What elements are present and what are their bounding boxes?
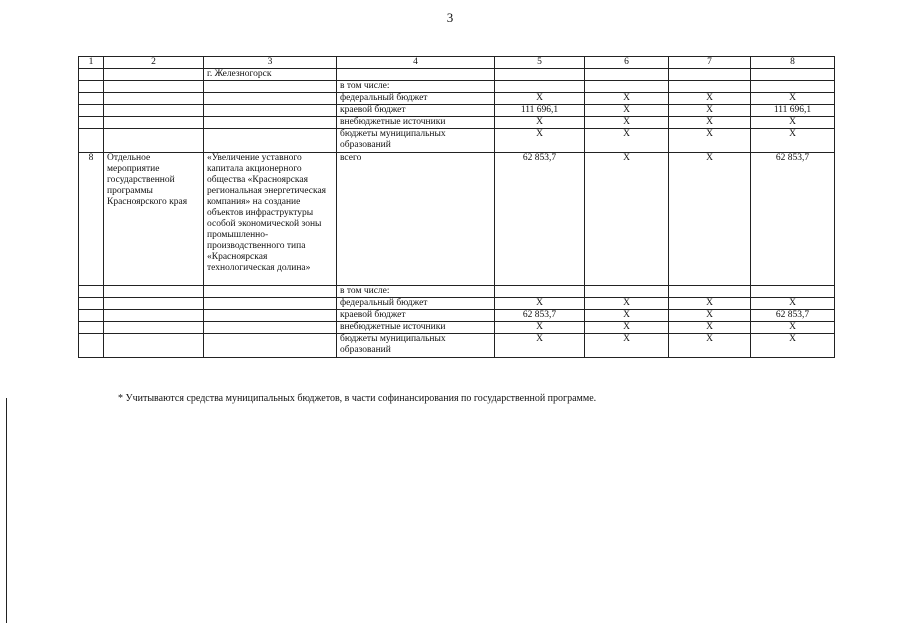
source-cell: бюджеты муниципальных образований bbox=[337, 334, 495, 358]
value-cell: X bbox=[495, 334, 585, 358]
source-cell: в том числе: bbox=[337, 286, 495, 298]
value-cell: 62 853,7 bbox=[495, 310, 585, 322]
value-cell: X bbox=[669, 93, 751, 105]
table-row bbox=[79, 129, 835, 153]
source-cell: федеральный бюджет bbox=[337, 93, 495, 105]
value-cell: X bbox=[585, 117, 669, 129]
left-margin-line bbox=[6, 398, 7, 623]
row-number-cell: 8 bbox=[79, 153, 104, 286]
value-cell: X bbox=[495, 298, 585, 310]
value-cell: X bbox=[585, 129, 669, 153]
value-cell bbox=[751, 81, 835, 93]
value-cell: X bbox=[585, 334, 669, 358]
value-cell: X bbox=[751, 334, 835, 358]
header-row bbox=[79, 57, 835, 69]
header-cell: 4 bbox=[337, 57, 495, 69]
value-cell: X bbox=[585, 310, 669, 322]
value-cell: X bbox=[669, 105, 751, 117]
source-cell: внебюджетные источники bbox=[337, 322, 495, 334]
source-cell bbox=[337, 69, 495, 81]
value-cell: X bbox=[585, 93, 669, 105]
value-cell: X bbox=[669, 298, 751, 310]
value-cell: X bbox=[495, 93, 585, 105]
source-cell: федеральный бюджет bbox=[337, 298, 495, 310]
source-cell: внебюджетные источники bbox=[337, 117, 495, 129]
value-cell: X bbox=[495, 322, 585, 334]
value-cell: X bbox=[669, 334, 751, 358]
source-cell: краевой бюджет bbox=[337, 105, 495, 117]
municipality-cell: г. Железногорск bbox=[204, 69, 337, 81]
source-cell: краевой бюджет bbox=[337, 310, 495, 322]
table-row bbox=[79, 322, 835, 334]
header-cell: 8 bbox=[751, 57, 835, 69]
value-cell: 62 853,7 bbox=[751, 310, 835, 322]
table-row bbox=[79, 105, 835, 117]
value-cell: X bbox=[669, 129, 751, 153]
value-cell: X bbox=[585, 153, 669, 286]
value-cell: X bbox=[669, 117, 751, 129]
measure-type-cell: Отдельное мероприятие государственной программы Красноярского края bbox=[104, 153, 204, 286]
value-cell bbox=[585, 81, 669, 93]
value-cell: X bbox=[751, 93, 835, 105]
table-row bbox=[79, 153, 835, 286]
value-cell bbox=[669, 286, 751, 298]
value-cell: 62 853,7 bbox=[751, 153, 835, 286]
value-cell: X bbox=[495, 117, 585, 129]
footnote: * Учитываются средства муниципальных бюджетов, в части софинансирования по государственной программе. bbox=[118, 393, 597, 404]
page-number: 3 bbox=[446, 10, 454, 25]
source-cell: всего bbox=[337, 153, 495, 286]
table-row bbox=[79, 334, 835, 358]
value-cell: X bbox=[585, 105, 669, 117]
source-cell: бюджеты муниципальных образований bbox=[337, 129, 495, 153]
value-cell: X bbox=[669, 153, 751, 286]
header-cell: 3 bbox=[204, 57, 337, 69]
value-cell bbox=[751, 286, 835, 298]
value-cell: X bbox=[585, 298, 669, 310]
header-cell: 5 bbox=[495, 57, 585, 69]
header-cell: 7 bbox=[669, 57, 751, 69]
value-cell: 111 696,1 bbox=[751, 105, 835, 117]
value-cell bbox=[751, 69, 835, 81]
table-row bbox=[79, 298, 835, 310]
value-cell bbox=[669, 69, 751, 81]
header-cell: 6 bbox=[585, 57, 669, 69]
budget-table bbox=[78, 56, 835, 358]
source-cell: в том числе: bbox=[337, 81, 495, 93]
table-row bbox=[79, 69, 835, 81]
value-cell: X bbox=[751, 129, 835, 153]
value-cell: 62 853,7 bbox=[495, 153, 585, 286]
value-cell bbox=[495, 69, 585, 81]
value-cell: 111 696,1 bbox=[495, 105, 585, 117]
value-cell: X bbox=[751, 117, 835, 129]
value-cell: X bbox=[751, 322, 835, 334]
value-cell: X bbox=[669, 322, 751, 334]
header-cell: 1 bbox=[79, 57, 104, 69]
table-row bbox=[79, 310, 835, 322]
value-cell: X bbox=[585, 322, 669, 334]
table-row bbox=[79, 117, 835, 129]
value-cell: X bbox=[495, 129, 585, 153]
value-cell bbox=[495, 81, 585, 93]
value-cell: X bbox=[751, 298, 835, 310]
table-row bbox=[79, 81, 835, 93]
value-cell: X bbox=[669, 310, 751, 322]
value-cell bbox=[669, 81, 751, 93]
value-cell bbox=[495, 286, 585, 298]
value-cell bbox=[585, 286, 669, 298]
measure-name-cell: «Увеличение уставного капитала акционерного общества «Красноярская региональная энергетическая компания» на создание объектов инфраструктуры особой экономической зоны промышленно-производственного типа «Красноярская технологическая долина» bbox=[204, 153, 337, 286]
value-cell bbox=[585, 69, 669, 81]
table-row bbox=[79, 286, 835, 298]
header-cell: 2 bbox=[104, 57, 204, 69]
table-row bbox=[79, 93, 835, 105]
